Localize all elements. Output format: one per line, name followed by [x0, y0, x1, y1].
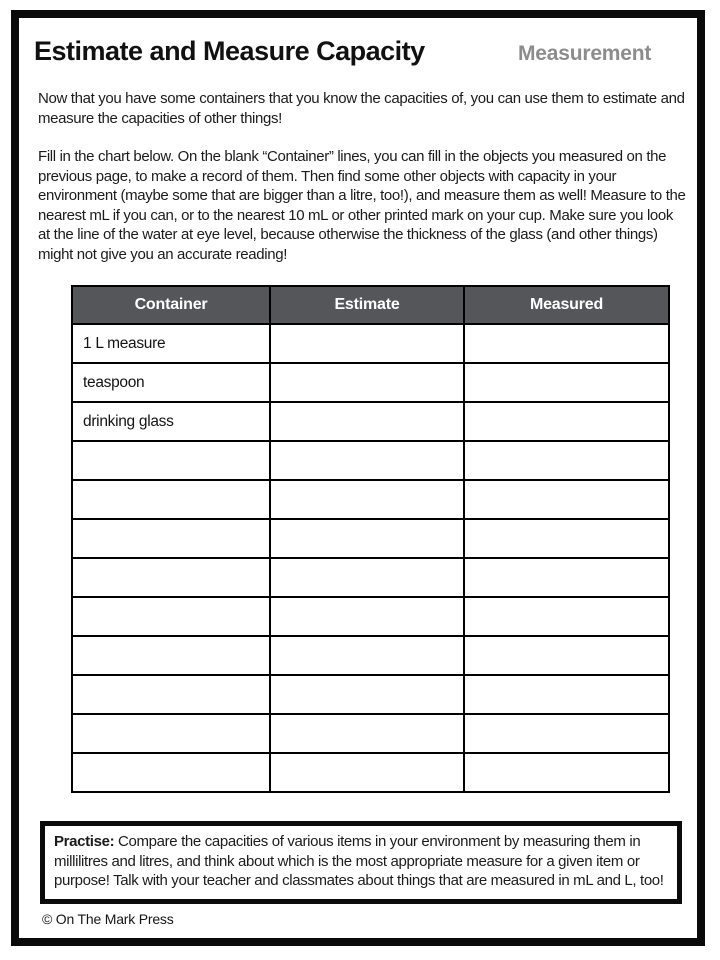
container-cell	[72, 558, 270, 597]
estimate-cell	[270, 753, 464, 792]
estimate-cell	[270, 714, 464, 753]
measured-cell	[464, 480, 669, 519]
estimate-cell	[270, 324, 464, 363]
estimate-cell	[270, 363, 464, 402]
intro-paragraph-2: Fill in the chart below. On the blank “Container” lines, you can fill in the objects you measured on the previous page, to make a record of them. Then find some other objects with capacity in your environment (maybe some that are bigger than a litre, too!), and measure them as well! Measure to the nearest mL if you can, or to the nearest 10 mL or other printed mark on your cup. Make sure you look at the line of the water at eye level, because otherwise the thickness of the glass (and other things) might not give you an accurate reading!	[38, 148, 686, 263]
estimate-cell	[270, 675, 464, 714]
container-cell	[72, 636, 270, 675]
table-row	[72, 636, 669, 675]
estimate-cell	[270, 597, 464, 636]
container-cell	[72, 480, 270, 519]
column-header-estimate: Estimate	[270, 286, 464, 324]
practise-label: Practise:	[54, 833, 115, 850]
measured-cell	[464, 402, 669, 441]
estimate-cell	[270, 480, 464, 519]
practise-text: Compare the capacities of various items in your environment by measuring them in millilitres and litres, and think about which is the most appropriate measure for a given item or purpose! Talk with your teacher and classmates about things that are measured in mL and L, too!	[54, 833, 664, 889]
container-cell	[72, 675, 270, 714]
estimate-cell	[270, 636, 464, 675]
measured-cell	[464, 753, 669, 792]
table-row	[72, 324, 669, 363]
estimate-cell	[270, 441, 464, 480]
page-title: Estimate and Measure Capacity	[34, 36, 425, 66]
container-cell: drinking glass	[72, 402, 270, 441]
measured-cell	[464, 324, 669, 363]
container-cell	[72, 753, 270, 792]
copyright-notice: © On The Mark Press	[42, 911, 174, 927]
practise-callout-box	[40, 821, 682, 904]
measured-cell	[464, 519, 669, 558]
column-header-container: Container	[72, 286, 270, 324]
estimate-cell	[270, 402, 464, 441]
table-row	[72, 480, 669, 519]
measured-cell	[464, 597, 669, 636]
table-row	[72, 597, 669, 636]
table-row	[72, 402, 669, 441]
container-cell	[72, 597, 270, 636]
intro-paragraph-1: Now that you have some containers that you know the capacities of, you can use them to estimate and measure the capacities of other things!	[38, 90, 685, 127]
table-row	[72, 558, 669, 597]
container-cell	[72, 519, 270, 558]
estimate-cell	[270, 519, 464, 558]
estimate-cell	[270, 558, 464, 597]
table-header-row	[72, 286, 669, 324]
capacity-record-table	[71, 285, 670, 793]
table-row	[72, 363, 669, 402]
container-cell: 1 L measure	[72, 324, 270, 363]
table-row	[72, 753, 669, 792]
measured-cell	[464, 675, 669, 714]
measured-cell	[464, 558, 669, 597]
container-cell	[72, 714, 270, 753]
table-row	[72, 441, 669, 480]
category-label: Measurement	[518, 42, 652, 65]
measured-cell	[464, 636, 669, 675]
container-cell	[72, 441, 270, 480]
table-row	[72, 519, 669, 558]
table-row	[72, 675, 669, 714]
measured-cell	[464, 441, 669, 480]
table-row	[72, 714, 669, 753]
container-cell: teaspoon	[72, 363, 270, 402]
measured-cell	[464, 363, 669, 402]
measured-cell	[464, 714, 669, 753]
column-header-measured: Measured	[464, 286, 669, 324]
